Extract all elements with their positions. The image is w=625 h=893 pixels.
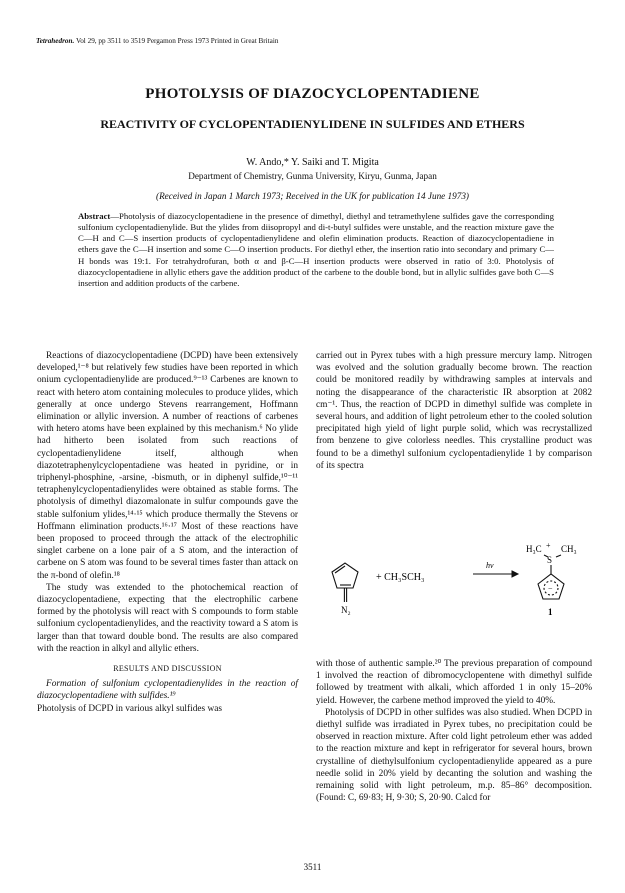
received-dates: (Received in Japan 1 March 1973; Received in the UK for publication 14 June 1973): [156, 191, 469, 201]
left-paragraph-1: Reactions of diazocyclopentadiene (DCPD) have been extensively developed,¹⁻⁸ but relatively few studies have been reported in which onium cyclopentadienylide are produced.⁹⁻¹³ Carbenes are known to react with hetero atom containing molecules to produce ylides, which generally at once undergo Stevens rearrangement, Hoffmann elimination or allylic inversion. A number of reactions of carbenes with hetero atoms have been explained by this mechanism.⁶ No ylide had hitherto been isolated from such reactions of cyclopentadienylidene itself, although when diazotetraphenylcyclopentadiene was heated in pyridine, or in triphenyl-phosphine, -arsine, -bismuth, or in diphenyl sulfide,¹⁰⁻¹¹ tetraphenylcyclopentadienylides were obtained as stable forms. The photolysis of dimethyl diazomalonate in sulfur compounds gave the stable sulfonium ylides,¹⁴·¹⁵ which produce thermally the Stevens or Hoffmann elimination products.¹⁶·¹⁷ Most of these reactions have been proposed to proceed through the attack of the electrophilic singlet carbene on a lone pair of a S atom, and the interaction of carbene on S atom was found to be several times faster than attack on the π-bond of olefin.¹⁸: [37, 351, 298, 581]
compound-number: 1: [548, 607, 553, 617]
section-heading: RESULTS AND DISCUSSION: [113, 664, 222, 674]
right-column-top: [316, 350, 592, 472]
right-column-bottom: [316, 658, 592, 804]
journal-details: Vol 29, pp 3511 to 3519 Pergamon Press 1973 Printed in Great Britain: [75, 37, 279, 45]
diazo-ring-structure: [332, 563, 358, 602]
left-paragraph-2: The study was extended to the photochemical reaction of diazocyclopentadiene, expecting that the electrophilic carbene formed by the photolysis will react with S compounds to form stable sulfonium cyclopentadienylides, and the reactivity toward a S atom is larger than that toward double bond. The results are also compared with the reaction in alkyl and allylic ethers.: [37, 582, 298, 654]
abstract-label: Abstract: [78, 211, 111, 221]
reaction-scheme: [318, 536, 590, 654]
subsection-heading: Formation of sulfonium cyclopentadienylides in the reaction of diazocyclopentadiene with sulfides.¹⁹: [37, 679, 298, 702]
left-column: [37, 350, 298, 715]
ring-charge: −: [548, 584, 553, 593]
paper-title: PHOTOLYSIS OF DIAZOCYCLOPENTADIENE: [145, 86, 480, 102]
ylide-sulfur: S: [547, 555, 553, 565]
journal-name: Tetrahedron.: [36, 37, 75, 45]
affiliation: Department of Chemistry, Gunma University, Kiryu, Gunma, Japan: [188, 171, 437, 181]
right-paragraph-1: carried out in Pyrex tubes with a high pressure mercury lamp. Nitrogen was evolved and the solution gradually become brown. The reaction could be monitored readily by withdrawing samples at intervals and noting the disappearance of the characteristic IR absorption at 2082 cm⁻¹. Thus, the reaction of DCPD in dimethyl sulfide was complete in several hours, and addition of light petroleum ether to the cooled solution precipitated high yield of light purple solid, which was recrystallized from benzene to give colorless needles. This crystalline product was found to be a dimethyl sulfonium cyclopentadienylide 1 by comparison of its spectra: [316, 351, 592, 471]
reaction-arrow: [473, 571, 518, 577]
ylide-methyl-left: H₃C: [526, 544, 542, 554]
abstract: [78, 211, 554, 289]
paper-subtitle: REACTIVITY OF CYCLOPENTADIENYLIDENE IN SULFIDES AND ETHERS: [100, 117, 525, 131]
right-paragraph-2: with those of authentic sample.²⁰ The previous preparation of compound 1 involved the reaction of dibromocyclopentene with dimethyl sulfide followed by treatment with alkali, which afforded 1 in only 15–20% yield. However, the carbene method improved the yield to 40%.: [316, 659, 592, 706]
right-paragraph-3: Photolysis of DCPD in other sulfides was also studied. When DCPD in diethyl sulfide was irradiated in Pyrex tubes, no precipitation could be observed in reaction mixture. After cold light petroleum ether was added to the reaction mixture and kept in refrigerator for several hours, brown crystalline of diethylsulfonium cyclopentadienylide appeared as a pure needle solid in 20% yield by decanting the solution and washing the remaining solid with light petroleum, m.p. 85–86° decomposition. (Found: C, 69·83; H, 9·30; S, 20·90. Calcd for: [316, 707, 592, 804]
page-number: 3511: [303, 862, 322, 872]
ylide-methyl-right: CH₃: [561, 544, 577, 554]
reagent-label: + CH₃SCH₃: [376, 572, 425, 583]
running-header: [36, 37, 278, 45]
diazo-label: N₂: [341, 605, 351, 615]
left-paragraph-3: Photolysis of DCPD in various alkyl sulfides was: [37, 703, 223, 714]
ylide-plus: +: [546, 541, 551, 550]
arrow-label: hν: [486, 561, 494, 570]
author-list: W. Ando,* Y. Saiki and T. Migita: [246, 157, 379, 168]
abstract-text: —Photolysis of diazocyclopentadiene in the presence of dimethyl, diethyl and tetramethylene sulfides gave the corresponding sulfonium cyclopentadienylide. But the ylides from diisopropyl and di-t-butyl sulfides were unstable, and the reaction mixture gave the C—H and C—S insertion products of cyclopentadienylidene and olefin elimination products. Reaction of diazocyclopentadiene in ethers gave the C—H insertion and some C—O insertion products. For diethyl ether, the insertion ratio into secondary and primary C—H bonds was 19:1. For tetrahydrofuran, both α and β-C—H insertion products were observed in ratio of 3:0. Photolysis of diazocyclopentadiene in allylic ethers gave the addition product of the carbene to the double bond, but in allylic sulfides gave both C—S insertion and addition products of the carbene.: [78, 211, 554, 288]
